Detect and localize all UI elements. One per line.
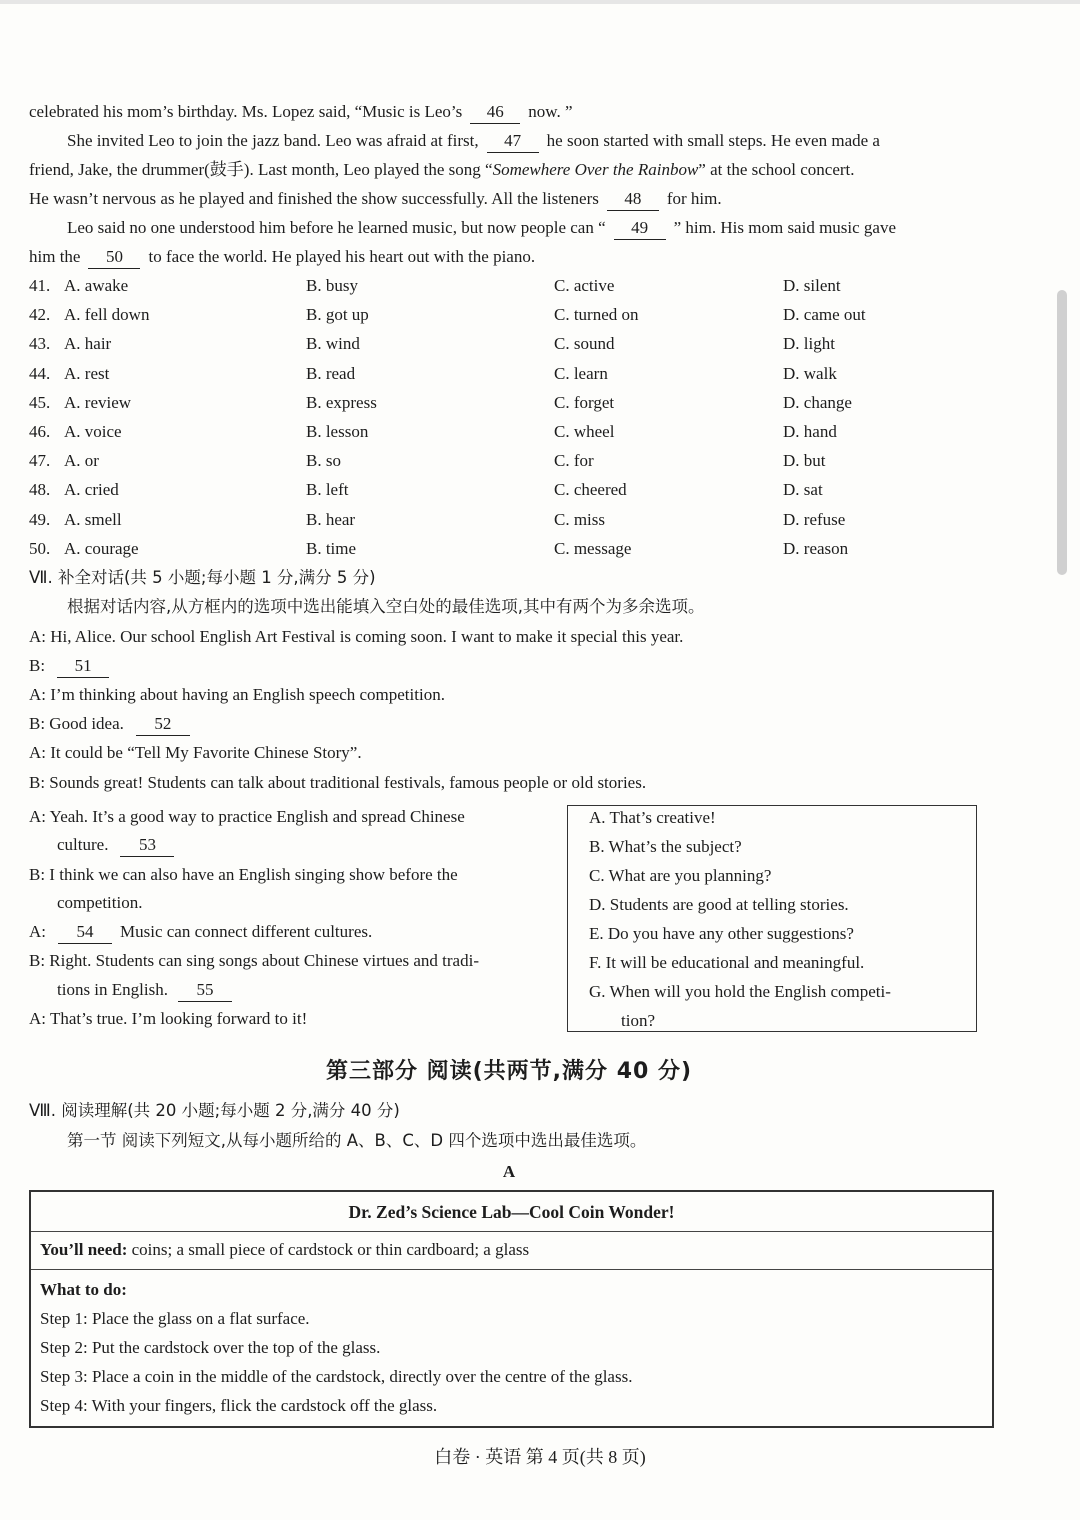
option-d: D. sat (783, 480, 823, 500)
blank-53: 53 (120, 834, 174, 857)
option-b: B. left (306, 480, 349, 500)
option-c: C. learn (554, 363, 608, 383)
option-c: C. for (554, 451, 594, 471)
option-a: A. awake (64, 276, 129, 295)
dialogue-line: A: That’s true. I’m looking forward to it! (29, 1009, 308, 1028)
option-b: B. lesson (306, 422, 369, 441)
option-d: D. light (783, 334, 835, 354)
question-number: 48. (29, 480, 51, 500)
option-b: B. read (306, 363, 356, 383)
question-number: 44. (29, 363, 51, 383)
part-3-title: 第三部分 阅读(共两节,满分 40 分) (325, 1059, 693, 1084)
box-option-g: G. When will you hold the English competi- (589, 982, 891, 1001)
blank-54: 54 (58, 921, 112, 944)
box-option-g-cont: tion? (621, 1011, 655, 1030)
dialogue-line: A: 54 Music can connect different cultures. (29, 920, 372, 944)
option-a: A. courage (64, 538, 139, 558)
table-need-row (31, 1231, 992, 1270)
option-b: B. so (306, 451, 341, 471)
option-b: B. got up (306, 305, 369, 325)
option-c: C. active (554, 276, 615, 295)
need-line: You’ll need: coins; a small piece of cardstock or thin cardboard; a glass (40, 1240, 530, 1259)
option-a: A. rest (64, 363, 110, 383)
option-a: A. fell down (64, 305, 150, 325)
step-2: Step 2: Put the cardstock over the top of the glass. (40, 1338, 381, 1357)
option-d: D. but (783, 451, 826, 471)
option-c: C. turned on (554, 305, 639, 325)
blank-55: 55 (178, 979, 232, 1002)
blank-48: 48 (607, 188, 659, 211)
section-8-heading: Ⅷ. 阅读理解(共 20 小题;每小题 2 分,满分 40 分) (29, 1101, 400, 1120)
passage-line-6: him the 50 to face the world. He played his heart out with the piano. (29, 245, 535, 269)
lab-title: Dr. Zed’s Science Lab—Cool Coin Wonder! (348, 1202, 675, 1222)
todo-label: What to do: (40, 1280, 127, 1299)
step-1: Step 1: Place the glass on a flat surface. (40, 1309, 310, 1328)
option-d: D. hand (783, 422, 837, 441)
section-7-instruction: 根据对话内容,从方框内的选项中选出能填入空白处的最佳选项,其中有两个为多余选项。 (67, 597, 705, 616)
section-7-heading: Ⅶ. 补全对话(共 5 小题;每小题 1 分,满分 5 分) (29, 568, 376, 587)
question-number: 47. (29, 451, 51, 471)
option-d: D. reason (783, 538, 849, 558)
dialogue-line: B: 51 (29, 654, 117, 678)
top-edge (0, 0, 1080, 4)
option-c: C. message (554, 538, 632, 558)
option-b: B. busy (306, 276, 358, 295)
passage-line-4: He wasn’t nervous as he played and finished the show successfully. All the listeners 48 for him. (29, 187, 722, 211)
passage-letter: A (502, 1162, 516, 1181)
dialogue-line: tions in English. 55 (57, 978, 240, 1002)
option-d: D. walk (783, 363, 837, 383)
dialogue-line: competition. (57, 893, 143, 912)
scrollbar-thumb[interactable] (1057, 290, 1067, 575)
option-b: B. express (306, 392, 377, 412)
option-c: C. wheel (554, 422, 615, 441)
blank-47: 47 (487, 130, 539, 153)
passage-line-2: She invited Leo to join the jazz band. Leo was afraid at first, 47 he soon started with small steps. He even made a (67, 129, 880, 153)
option-d: D. silent (783, 276, 841, 295)
option-c: C. cheered (554, 480, 627, 500)
option-a: A. smell (64, 509, 122, 529)
song-title: Somewhere Over the Rainbow (492, 160, 699, 179)
option-b: B. time (306, 538, 357, 558)
question-number: 46. (29, 422, 51, 441)
box-option-b: B. What’s the subject? (589, 837, 742, 856)
dialogue-line: B: I think we can also have an English singing show before the (29, 865, 458, 884)
dialogue-line: A: Yeah. It’s a good way to practice English and spread Chinese (29, 807, 465, 826)
passage-line-5: Leo said no one understood him before he learned music, but now people can “ 49 ” him. His mom said music gave (67, 216, 896, 240)
dialogue-line: A: Hi, Alice. Our school English Art Festival is coming soon. I want to make it special this year. (29, 627, 684, 646)
option-a: A. review (64, 392, 132, 412)
step-3: Step 3: Place a coin in the middle of the cardstock, directly over the centre of the glass. (40, 1367, 633, 1386)
dialogue-line: A: I’m thinking about having an English speech competition. (29, 685, 445, 704)
section-8-instruction: 第一节 阅读下列短文,从每小题所给的 A、B、C、D 四个选项中选出最佳选项。 (67, 1131, 647, 1150)
blank-50: 50 (88, 246, 140, 269)
box-option-f: F. It will be educational and meaningful. (589, 953, 865, 972)
dialogue-line: culture. 53 (57, 833, 182, 857)
box-option-c: C. What are you planning? (589, 866, 772, 885)
passage-line-1: celebrated his mom’s birthday. Ms. Lopez said, “Music is Leo’s 46 now. ” (29, 100, 572, 124)
option-c: C. sound (554, 334, 615, 354)
blank-49: 49 (614, 217, 666, 240)
option-c: C. forget (554, 392, 615, 412)
blank-46: 46 (470, 101, 520, 124)
box-option-a: A. That’s creative! (589, 808, 716, 827)
option-d: D. came out (783, 305, 866, 325)
option-b: B. wind (306, 334, 360, 354)
question-number: 42. (29, 305, 51, 325)
option-d: D. refuse (783, 509, 846, 529)
option-c: C. miss (554, 509, 606, 529)
step-4: Step 4: With your fingers, flick the cardstock off the glass. (40, 1396, 438, 1415)
blank-51: 51 (57, 655, 109, 678)
dialogue-line: B: Right. Students can sing songs about Chinese virtues and tradi- (29, 951, 479, 970)
option-a: A. or (64, 451, 99, 471)
blank-52: 52 (136, 713, 190, 736)
science-lab-table (29, 1190, 994, 1428)
option-b: B. hear (306, 509, 356, 529)
option-a: A. voice (64, 422, 122, 441)
question-number: 41. (29, 276, 51, 295)
option-a: A. hair (64, 334, 112, 354)
passage-line-3: friend, Jake, the drummer(鼓手). Last month, Leo played the song “Somewhere Over the Rainbow” at the school concert. (29, 160, 855, 179)
question-number: 43. (29, 334, 51, 354)
question-number: 45. (29, 392, 51, 412)
dialogue-line: B: Sounds great! Students can talk about traditional festivals, famous people or old stories. (29, 773, 647, 792)
table-title-row (31, 1192, 992, 1232)
option-d: D. change (783, 392, 852, 412)
dialogue-line: A: It could be “Tell My Favorite Chinese Story”. (29, 743, 362, 762)
question-number: 49. (29, 509, 51, 529)
option-a: A. cried (64, 480, 119, 500)
page-footer: 白卷 · 英语 第 4 页(共 8 页) (434, 1447, 646, 1467)
box-option-d: D. Students are good at telling stories. (589, 895, 849, 914)
box-option-e: E. Do you have any other suggestions? (589, 924, 854, 943)
options-box (567, 805, 977, 1032)
dialogue-line: B: Good idea. 52 (29, 712, 198, 736)
question-number: 50. (29, 538, 51, 558)
